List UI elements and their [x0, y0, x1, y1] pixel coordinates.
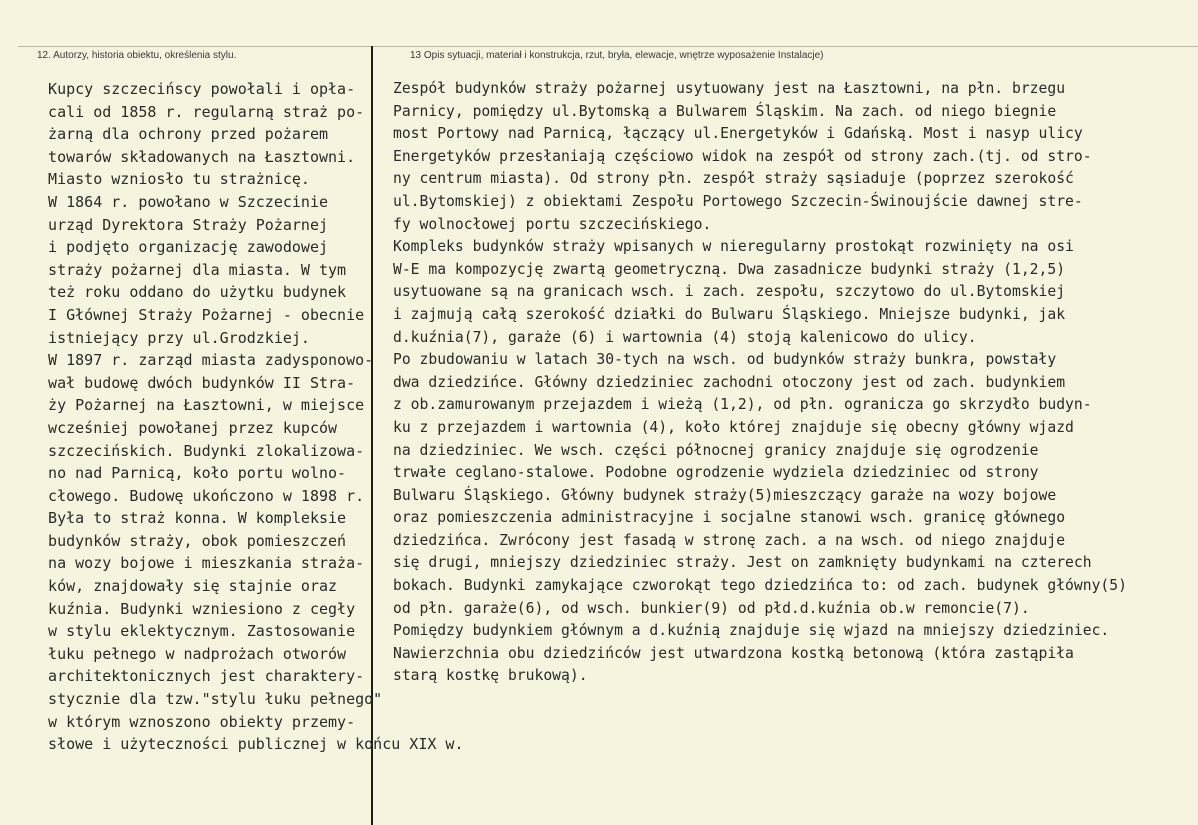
top-rule — [18, 46, 1198, 47]
description-text-line: Bulwaru Śląskiego. Główny budynek straży(5)mieszczący garaże na wozy bojowe — [393, 486, 1057, 504]
history-text-line: szczecińskich. Budynki zlokalizowa- — [30, 441, 365, 460]
description-text-line: z ob.zamurowanym przejazdem i wieżą (1,2), od płn. ogranicza go skrzydło budyn- — [393, 396, 1092, 414]
history-text-line: architektonicznych jest charaktery- — [30, 667, 365, 686]
history-text-line: kuźnia. Budynki wzniesiono z cegły — [30, 599, 356, 618]
description-text-line: Nawierzchnia obu dziedzińców jest utwardzona kostką betonową (która zastąpiła — [393, 644, 1074, 662]
description-text-line: dwa dziedzińce. Główny dziedziniec zachodni otoczony jest od zach. budynkiem — [393, 373, 1066, 391]
history-text-line: Kupcy szczecińscy powołali i opła- — [30, 80, 356, 98]
description-text-line: bokach. Budynki zamykające czworokąt tego dziedzińca to: od zach. budynek główny(5) — [393, 577, 1127, 595]
history-text-line: stycznie dla tzw."stylu łuku pełnego" — [30, 690, 383, 709]
description-text-line: się drugi, mniejszy dziedziniec straży. Jest on zamknięty budynkami na czterech — [393, 554, 1092, 572]
history-text-line: też roku oddano do użytku budynek — [30, 283, 347, 302]
description-text-line: d.kuźnia(7), garaże (6) i wartownia (4) stoją kalenicowo do ulicy. — [393, 328, 977, 346]
section-12-header: 12. Autorzy, historia obiektu, określenia stylu. — [37, 50, 237, 61]
description-text-line: starą kostkę brukową). — [393, 667, 588, 685]
history-text-line: ży Pożarnej na Łasztowni, w miejsce — [30, 396, 365, 415]
description-text-line: W-E ma kompozycję zwartą geometryczną. Dwa zasadnicze budynki straży (1,2,5) — [393, 260, 1066, 278]
section-13-header: 13 Opis sytuacji, materiał i konstrukcja, rzut, bryła, elewacje, wnętrze wyposażenie Instalacje) — [410, 50, 824, 61]
history-text-line: żarną dla ochrony przed pożarem — [30, 125, 329, 144]
history-text-line: i podjęto organizację zawodowej — [30, 238, 329, 257]
history-text-line: urząd Dyrektora Straży Pożarnej — [30, 215, 329, 234]
description-text-line: Parnicy, pomiędzy ul.Bytomską a Bulwarem Śląskim. Na zach. od niego biegnie — [393, 102, 1057, 120]
history-text-line: W 1864 r. powołano w Szczecinie — [30, 192, 329, 211]
description-text-line: fy wolnocłowej portu szczecińskiego. — [393, 215, 712, 233]
history-text-line: no nad Parnicą, koło portu wolno- — [30, 464, 347, 483]
description-text-line: Pomiędzy budynkiem głównym a d.kuźnią znajduje się wjazd na mniejszy dziedziniec. — [393, 622, 1110, 640]
history-text-line: Była to straż konna. W kompleksie — [30, 509, 347, 528]
history-text-line: ków, znajdowały się stajnie oraz — [30, 577, 338, 596]
history-text-line: I Głównej Straży Pożarnej - obecnie — [30, 305, 365, 324]
history-text-line: budynków straży, obok pomieszczeń — [30, 531, 347, 550]
description-text-line: Energetyków przesłaniają częściowo widok na zespół od strony zach.(tj. od stro- — [393, 147, 1092, 165]
description-text-line: usytuowane są na granicach wsch. i zach. zespołu, szczytowo do ul.Bytomskiej — [393, 283, 1066, 301]
history-text-line: Miasto wzniosło tu strażnicę. — [30, 170, 310, 189]
history-text-line: cłowego. Budowę ukończono w 1898 r. — [30, 486, 365, 505]
history-text-line: straży pożarnej dla miasta. W tym — [30, 260, 347, 279]
description-text-column — [393, 78, 1198, 688]
history-text-line: wał budowę dwóch budynków II Stra- — [30, 373, 356, 392]
history-text-line: w stylu eklektycznym. Zastosowanie — [30, 622, 356, 641]
description-text-line: na dziedziniec. We wsch. części północnej granicy znajduje się ogrodzenie — [393, 441, 1039, 459]
description-text-line: ny centrum miasta). Od strony płn. zespół straży sąsiaduje (poprzez szerokość — [393, 170, 1074, 188]
history-text-column — [30, 78, 464, 756]
description-text-line: Zespół budynków straży pożarnej usytuowany jest na Łasztowni, na płn. brzegu — [393, 80, 1066, 97]
description-text-line: Po zbudowaniu w latach 30-tych na wsch. od budynków straży bunkra, powstały — [393, 351, 1057, 369]
description-text-line: ku z przejazdem i wartownia (4), koło której znajduje się obecny główny wjazd — [393, 418, 1074, 436]
description-text-line: oraz pomieszczenia administracyjne i socjalne stanowi wsch. granicę głównego — [393, 509, 1066, 527]
history-text-line: słowe i użyteczności publicznej w końcu XIX w. — [30, 735, 464, 754]
description-text-line: ul.Bytomskiej) z obiektami Zespołu Portowego Szczecin-Świnoujście dawnej stre- — [393, 192, 1083, 210]
history-text-line: łuku pełnego w nadprożach otworów — [30, 644, 347, 663]
history-text-line: cali od 1858 r. regularną straż po- — [30, 102, 365, 121]
description-text-line: od płn. garaże(6), od wsch. bunkier(9) od płd.d.kuźnia ob.w remoncie(7). — [393, 599, 1030, 617]
description-text-line: i zajmują całą szerokość działki do Bulwaru Śląskiego. Mniejsze budynki, jak — [393, 305, 1066, 323]
history-text-line: w którym wznoszono obiekty przemy- — [30, 712, 356, 731]
history-text-line: na wozy bojowe i mieszkania straża- — [30, 554, 365, 573]
description-text-line: trwałe ceglano-stalowe. Podobne ogrodzenie wydziela dziedziniec od strony — [393, 464, 1039, 482]
history-text-line: towarów składowanych na Łasztowni. — [30, 147, 356, 166]
history-text-line: wcześniej powołanej przez kupców — [30, 418, 338, 437]
history-text-line: W 1897 r. zarząd miasta zadysponowo- — [30, 351, 374, 370]
description-text-line: Kompleks budynków straży wpisanych w nieregularny prostokąt rozwinięty na osi — [393, 238, 1074, 256]
description-text-line: dziedzińca. Zwrócony jest fasadą w stronę zach. a na wsch. od niego znajduje — [393, 531, 1066, 549]
description-text-line: most Portowy nad Parnicą, łączący ul.Energetyków i Gdańską. Most i nasyp ulicy — [393, 125, 1083, 143]
history-text-line: istniejący przy ul.Grodzkiej. — [30, 328, 310, 347]
